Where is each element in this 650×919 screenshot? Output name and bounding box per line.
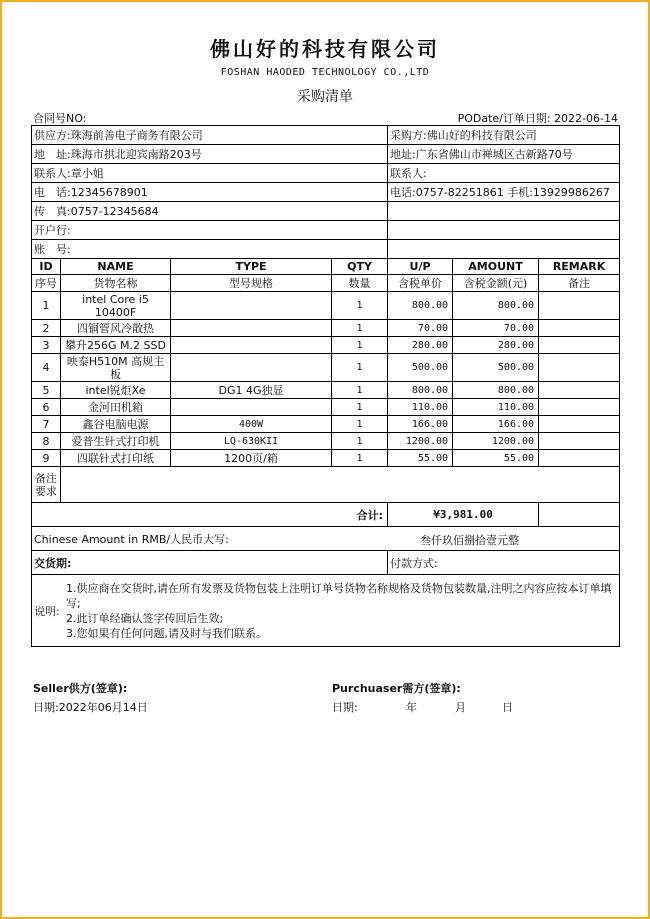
item-qty: 1 (332, 450, 388, 467)
table-row (32, 382, 620, 399)
item-remark (539, 450, 620, 467)
col-header-remark-cn: 备注 (539, 275, 620, 292)
col-header-name: NAME (61, 259, 171, 275)
buyer-name: 佛山好的科技有限公司 (426, 129, 537, 142)
buyer-phone: 0757-82251861 (415, 186, 504, 199)
item-unit-price: 280.00 (388, 337, 453, 354)
table-row (32, 337, 620, 354)
buyer-signature-label: Purchuaser需方(签章): (332, 682, 461, 695)
contract-no-label: 合同号NO: (33, 112, 87, 125)
item-type: 400W (171, 416, 332, 433)
supplier-address: 珠海市拱北迎宾南路203号 (70, 148, 202, 161)
buyer-address: 广东省佛山市禅城区古新路70号 (415, 148, 573, 161)
amount-words-value: 叁仟玖佰捌拾壹元整 (420, 534, 519, 547)
item-remark (539, 399, 620, 416)
item-unit-price: 110.00 (388, 399, 453, 416)
col-header-type: TYPE (171, 259, 332, 275)
item-id: 6 (32, 399, 61, 416)
item-id: 1 (32, 292, 61, 320)
table-row (32, 354, 620, 382)
buyer-date-month: 月 (455, 701, 466, 714)
item-qty: 1 (332, 382, 388, 399)
buyer-label: 采购方: (390, 129, 427, 142)
item-remark (539, 292, 620, 320)
item-amount: 500.00 (453, 354, 539, 382)
item-qty: 1 (332, 354, 388, 382)
header-row-cn (32, 275, 620, 292)
party-row-1 (32, 126, 620, 145)
supplier-contact: 章小姐 (70, 167, 104, 180)
item-remark (539, 337, 620, 354)
col-header-remark: REMARK (539, 259, 620, 275)
buyer-date-day: 日 (502, 701, 513, 714)
supplier-contact-cell (32, 164, 388, 183)
item-unit-price: 70.00 (388, 320, 453, 337)
item-qty: 1 (332, 416, 388, 433)
table-row (32, 450, 620, 467)
company-name-en: FOSHAN HAODED TECHNOLOGY CO.,LTD (220, 67, 430, 78)
terms-row (32, 551, 620, 575)
buyer-date-label: 日期: (332, 701, 358, 714)
seller-date (33, 699, 148, 715)
buyer-name-cell (388, 126, 620, 145)
col-header-up-cn: 含税单价 (388, 275, 453, 292)
item-type (171, 354, 332, 382)
item-name: 攀升256G M.2 SSD (61, 337, 171, 354)
supplier-name-cell (32, 126, 388, 145)
party-row-7 (32, 240, 620, 259)
item-name: 四联针式打印纸 (61, 450, 171, 467)
notes-content (61, 467, 620, 503)
amount-words-cell (32, 527, 620, 551)
item-unit-price: 800.00 (388, 292, 453, 320)
party-row-3 (32, 164, 620, 183)
table-row (32, 292, 620, 320)
item-type: LQ-630KII (171, 433, 332, 450)
col-header-amount: AMOUNT (453, 259, 539, 275)
purchase-order-table (31, 125, 620, 647)
notes-row (32, 467, 620, 503)
total-remark (539, 503, 620, 527)
item-qty: 1 (332, 320, 388, 337)
supplier-label: 供应方: (34, 129, 71, 142)
item-remark (539, 433, 620, 450)
buyer-address-cell (388, 145, 620, 164)
total-value: ¥3,981.00 (388, 503, 539, 527)
party-row-5 (32, 202, 620, 221)
item-amount: 800.00 (453, 382, 539, 399)
item-unit-price: 166.00 (388, 416, 453, 433)
total-row (32, 503, 620, 527)
remark-item-3: 3.您如果有任何问题,请及时与我们联系。 (66, 626, 267, 640)
item-id: 7 (32, 416, 61, 433)
item-unit-price: 55.00 (388, 450, 453, 467)
item-type: DG1 4G独显 (171, 382, 332, 399)
supplier-bank-cell (32, 221, 388, 240)
document-title: 采购清单 (297, 89, 353, 105)
item-amount: 70.00 (453, 320, 539, 337)
amount-words-row (32, 527, 620, 551)
party-row-6 (32, 221, 620, 240)
payment-label: 付款方式: (388, 551, 620, 575)
col-header-up: U/P (388, 259, 453, 275)
col-header-amount-cn: 含税金额(元) (453, 275, 539, 292)
item-type: 1200页/箱 (171, 450, 332, 467)
buyer-mobile: 13929986267 (532, 186, 610, 199)
empty-cell (388, 240, 620, 259)
notes-label: 备注要求 (32, 467, 61, 503)
table-row (32, 399, 620, 416)
empty-cell (388, 202, 620, 221)
col-header-name-cn: 货物名称 (61, 275, 171, 292)
buyer-phone-label: 电话: (390, 186, 416, 199)
remarks-cell (32, 575, 620, 647)
col-header-id-cn: 序号 (32, 275, 61, 292)
item-id: 3 (32, 337, 61, 354)
remarks-row (32, 575, 620, 647)
buyer-phone-cell (388, 183, 620, 202)
supplier-fax-label: 传 真: (34, 205, 71, 218)
delivery-label: 交货期: (32, 551, 388, 575)
buyer-date-year: 年 (406, 701, 417, 714)
item-qty: 1 (332, 292, 388, 320)
supplier-contact-label: 联系人: (34, 167, 71, 180)
item-type (171, 337, 332, 354)
item-amount: 55.00 (453, 450, 539, 467)
item-name: 映泰H510M 高规主板 (61, 354, 171, 382)
supplier-bank-label: 开户行: (34, 224, 71, 237)
item-name: 爱普生针式打印机 (61, 433, 171, 450)
item-amount: 110.00 (453, 399, 539, 416)
item-amount: 1200.00 (453, 433, 539, 450)
supplier-phone: 12345678901 (70, 186, 148, 199)
remark-item-2: 2.此订单经确认签字传回后生效; (66, 611, 224, 625)
item-type (171, 320, 332, 337)
header-row-en (32, 259, 620, 275)
supplier-fax-cell (32, 202, 388, 221)
item-id: 8 (32, 433, 61, 450)
item-remark (539, 354, 620, 382)
supplier-account-label: 账 号: (34, 243, 71, 256)
table-row (32, 320, 620, 337)
item-id: 5 (32, 382, 61, 399)
item-name: 四铜管风冷散热 (61, 320, 171, 337)
item-name: intel锐炬Xe (61, 382, 171, 399)
item-qty: 1 (332, 399, 388, 416)
po-date (458, 110, 618, 126)
item-unit-price: 1200.00 (388, 433, 453, 450)
table-row (32, 416, 620, 433)
col-header-qty: QTY (332, 259, 388, 275)
supplier-phone-cell (32, 183, 388, 202)
buyer-contact-label: 联系人: (390, 167, 427, 180)
item-name: 鑫谷电脑电源 (61, 416, 171, 433)
po-date-value: 2022-06-14 (554, 112, 618, 125)
item-name: 金河田机箱 (61, 399, 171, 416)
supplier-fax: 0757-12345684 (70, 205, 159, 218)
item-remark (539, 320, 620, 337)
item-remark (539, 382, 620, 399)
supplier-name: 珠海前善电子商务有限公司 (70, 129, 203, 142)
item-type (171, 292, 332, 320)
col-header-id: ID (32, 259, 61, 275)
amount-words-label: Chinese Amount in RMB/人民币大写: (34, 532, 229, 546)
remark-item-1: 1.供应商在交货时,请在所有发票及货物包装上注明订单号货物名称规格及货物包装数量,注明之内容应按本订单填写; (66, 581, 612, 610)
total-label: 合计: (32, 503, 388, 527)
seller-date-value: 2022年06月14日 (58, 701, 148, 714)
item-id: 9 (32, 450, 61, 467)
empty-cell (388, 221, 620, 240)
party-row-2 (32, 145, 620, 164)
item-id: 2 (32, 320, 61, 337)
supplier-address-cell (32, 145, 388, 164)
item-remark (539, 416, 620, 433)
item-type (171, 399, 332, 416)
supplier-address-label: 地 址: (34, 148, 71, 161)
item-id: 4 (32, 354, 61, 382)
company-name-cn: 佛山好的科技有限公司 (210, 37, 440, 61)
buyer-address-label: 地址: (390, 148, 416, 161)
item-unit-price: 500.00 (388, 354, 453, 382)
item-unit-price: 800.00 (388, 382, 453, 399)
po-date-label: PODate/订单日期: (457, 112, 551, 125)
supplier-phone-label: 电 话: (34, 186, 71, 199)
supplier-account-cell (32, 240, 388, 259)
col-header-qty-cn: 数量 (332, 275, 388, 292)
remarks-label: 说明: (34, 604, 60, 618)
item-qty: 1 (332, 337, 388, 354)
table-row (32, 433, 620, 450)
item-name: intel Core i5 10400F (61, 292, 171, 320)
item-amount: 166.00 (453, 416, 539, 433)
buyer-mobile-label: 手机: (507, 186, 533, 199)
seller-date-label: 日期: (33, 701, 59, 714)
seller-signature-label: Seller供方(签章): (33, 682, 128, 695)
col-header-type-cn: 型号规格 (171, 275, 332, 292)
item-amount: 800.00 (453, 292, 539, 320)
party-row-4 (32, 183, 620, 202)
buyer-contact-cell (388, 164, 620, 183)
item-amount: 280.00 (453, 337, 539, 354)
item-qty: 1 (332, 433, 388, 450)
